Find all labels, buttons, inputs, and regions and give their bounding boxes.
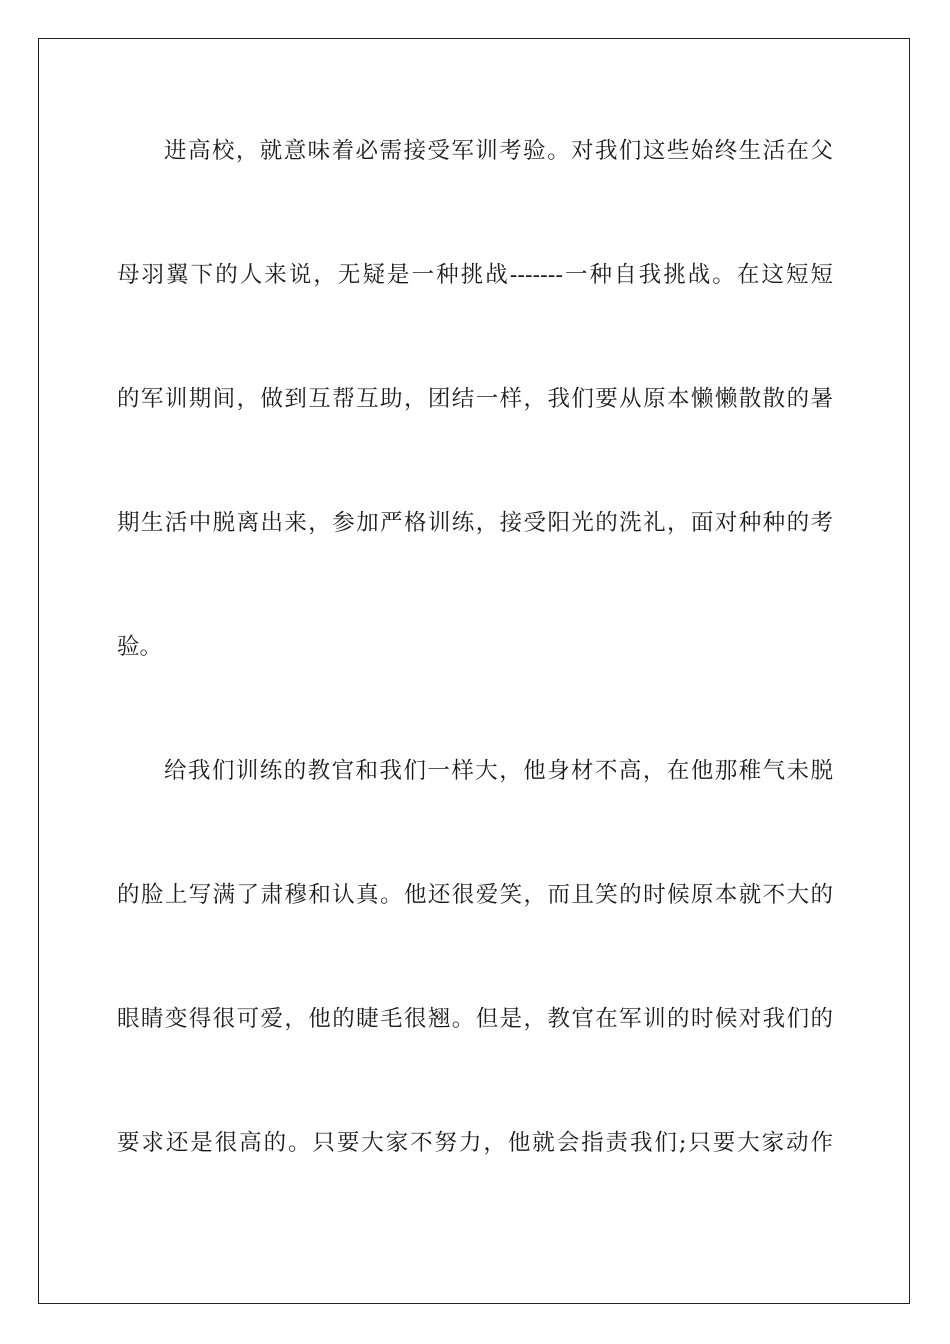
text-line: 验。 — [117, 634, 163, 660]
text-line: 要求还是很高的。只要大家不努力，他就会指责我们;只要大家动作 — [117, 1130, 833, 1156]
text-line: 眼睛变得很可爱，他的睫毛很翘。但是，教官在军训的时候对我们的 — [117, 1006, 833, 1032]
text-line: 期生活中脱离出来，参加严格训练，接受阳光的洗礼，面对种种的考 — [117, 510, 833, 536]
text-line: 的军训期间，做到互帮互助，团结一样，我们要从原本懒懒散散的暑 — [117, 386, 833, 412]
text-line: 的脸上写满了肃穆和认真。他还很爱笑，而且笑的时候原本就不大的 — [117, 882, 833, 908]
page-border — [38, 38, 910, 1304]
text-line: 进高校，就意味着必需接受军训考验。对我们这些始终生活在父 — [164, 138, 833, 164]
text-line: 母羽翼下的人来说，无疑是一种挑战-------一种自我挑战。在这短短 — [117, 262, 833, 288]
text-line: 给我们训练的教官和我们一样大，他身材不高，在他那稚气未脱 — [164, 758, 833, 784]
